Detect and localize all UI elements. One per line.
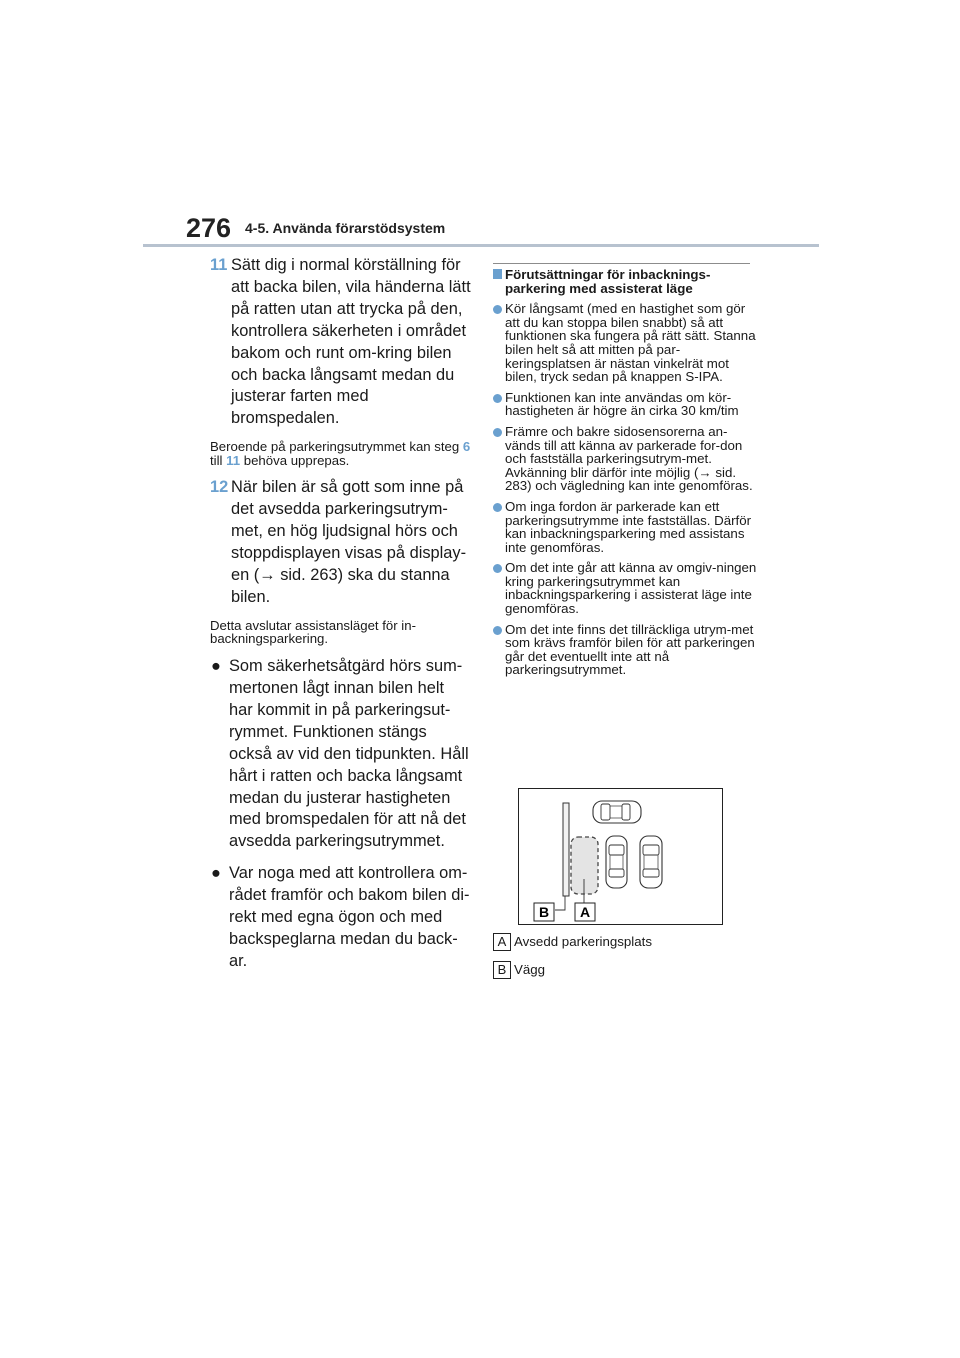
list-item xyxy=(493,500,759,554)
conditions-heading xyxy=(493,268,759,295)
note-text: Beroende på parkeringsutrymmet kan steg xyxy=(210,439,460,455)
list-item xyxy=(493,391,759,418)
bullet-icon xyxy=(493,626,502,635)
step-number: 11 xyxy=(210,256,228,274)
page-number: 276 xyxy=(186,213,232,243)
step-12 xyxy=(210,477,472,608)
step-number: 12 xyxy=(210,478,229,497)
legend-text: Vägg xyxy=(514,962,546,977)
bullet-icon xyxy=(493,305,502,314)
heading-text: Förutsättningar för inbacknings-parkering med assisterat läge xyxy=(505,267,711,296)
section-title: 4-5. Använda förarstödsystem xyxy=(245,220,446,236)
parked-car-icon xyxy=(640,836,662,888)
square-icon xyxy=(493,269,502,279)
callout-a-label: A xyxy=(579,904,591,920)
bullet-icon xyxy=(493,394,502,403)
bullet-text: Som säkerhetsåtgärd hörs sum-mertonen lågt innan bilen helt har kommit in på parkeringsut-rymmet. Funktionen stängs också av vid den tidpunkten. Håll hårt i ratten och backa långsamt medan du justerar hastigheten med bromspedalen för att nå det avsedda parkeringsutrymmet. xyxy=(229,657,469,851)
list-item xyxy=(210,863,472,973)
end-note: Detta avslutar assistansläget för in-backningsparkering. xyxy=(210,617,416,647)
wall-shape xyxy=(563,803,569,896)
bullet-icon: ● xyxy=(211,657,221,676)
bullet-text: Om inga fordon är parkerade kan ett parkeringsutrymme inte fastställas. Därför kan inbackningsparkering med assistans inte genomföras. xyxy=(505,498,752,555)
legend-key: B xyxy=(493,961,511,979)
list-item xyxy=(493,302,759,384)
header-rule xyxy=(143,244,819,247)
bullet-text: Funktionen kan inte användas om kör-hastigheten är högre än cirka 30 km/tim xyxy=(505,389,739,419)
right-column xyxy=(493,263,759,684)
parking-diagram xyxy=(519,789,722,924)
legend-key: A xyxy=(493,933,511,951)
bullet-text: Kör långsamt (med en hastighet som gör att du kan stoppa bilen snabbt) så att funktionen ska fungera på rätt sätt. Stanna bilen helt så att mitten på par-keringsplatsen är nästan vinkelrät mot bilen, tryck sedan på knappen S-IPA. xyxy=(505,301,756,385)
parked-car-icon xyxy=(606,836,627,888)
bullet-text: Om det inte går att känna av omgiv-ningen kring parkeringsutrymmet kan inbackningsparkering i assisterat läge inte genomföras. xyxy=(505,560,757,617)
note-text: till xyxy=(210,452,223,468)
leader-line-b xyxy=(555,896,565,910)
parking-figure xyxy=(518,788,723,925)
bullet-icon: ● xyxy=(211,864,221,883)
step-11 xyxy=(210,255,472,430)
bullet-text: Var noga med att kontrollera om-rådet framför och bakom bilen di-rekt med egna ögon och med backspeglarna medan du back-ar. xyxy=(229,864,470,970)
moving-car-icon xyxy=(593,801,641,823)
bullet-icon xyxy=(493,564,502,573)
left-column xyxy=(210,255,472,983)
target-parking-space xyxy=(571,837,598,894)
step-ref: 6 xyxy=(462,439,471,455)
step-ref: 11 xyxy=(226,452,241,468)
bullet-text: Om det inte finns det tillräckliga utrym-met som krävs framför bilen för att parkeringen går det eventuellt inte att nå parkeringsutrymmet. xyxy=(505,621,755,678)
legend-text: Avsedd parkeringsplats xyxy=(514,934,652,949)
list-item xyxy=(493,623,759,677)
list-item xyxy=(493,561,759,615)
note-text: behöva upprepas. xyxy=(243,452,350,468)
bullet-icon xyxy=(493,503,502,512)
bullet-icon xyxy=(493,428,502,437)
step-text: När bilen är så gott som inne på det avsedda parkeringsutrym-met, en hög ljudsignal hörs och stoppdisplayen visas på display-en (→ sid. 263) ska du stanna bilen. xyxy=(231,478,467,606)
section-divider xyxy=(493,263,750,264)
bullet-text: Främre och bakre sidosensorerna an-vänds till att känna av parkerade for-don och fastställa parkeringsutrym-met. Avkänning blir därför inte möjlig (→ sid. 283) och vägledning kan inte genomföras. xyxy=(505,423,753,494)
repeat-note xyxy=(210,440,472,467)
list-item xyxy=(210,656,472,853)
list-item xyxy=(493,425,759,493)
step-text: Sätt dig i normal körställning för att backa bilen, vila händerna lätt på ratten utan att trycka på den, kontrollera säkerheten i området bakom och runt om-kring bilen och backa långsamt medan du justerar farten med bromspedalen. xyxy=(231,256,471,428)
callout-b-label: B xyxy=(538,904,550,920)
